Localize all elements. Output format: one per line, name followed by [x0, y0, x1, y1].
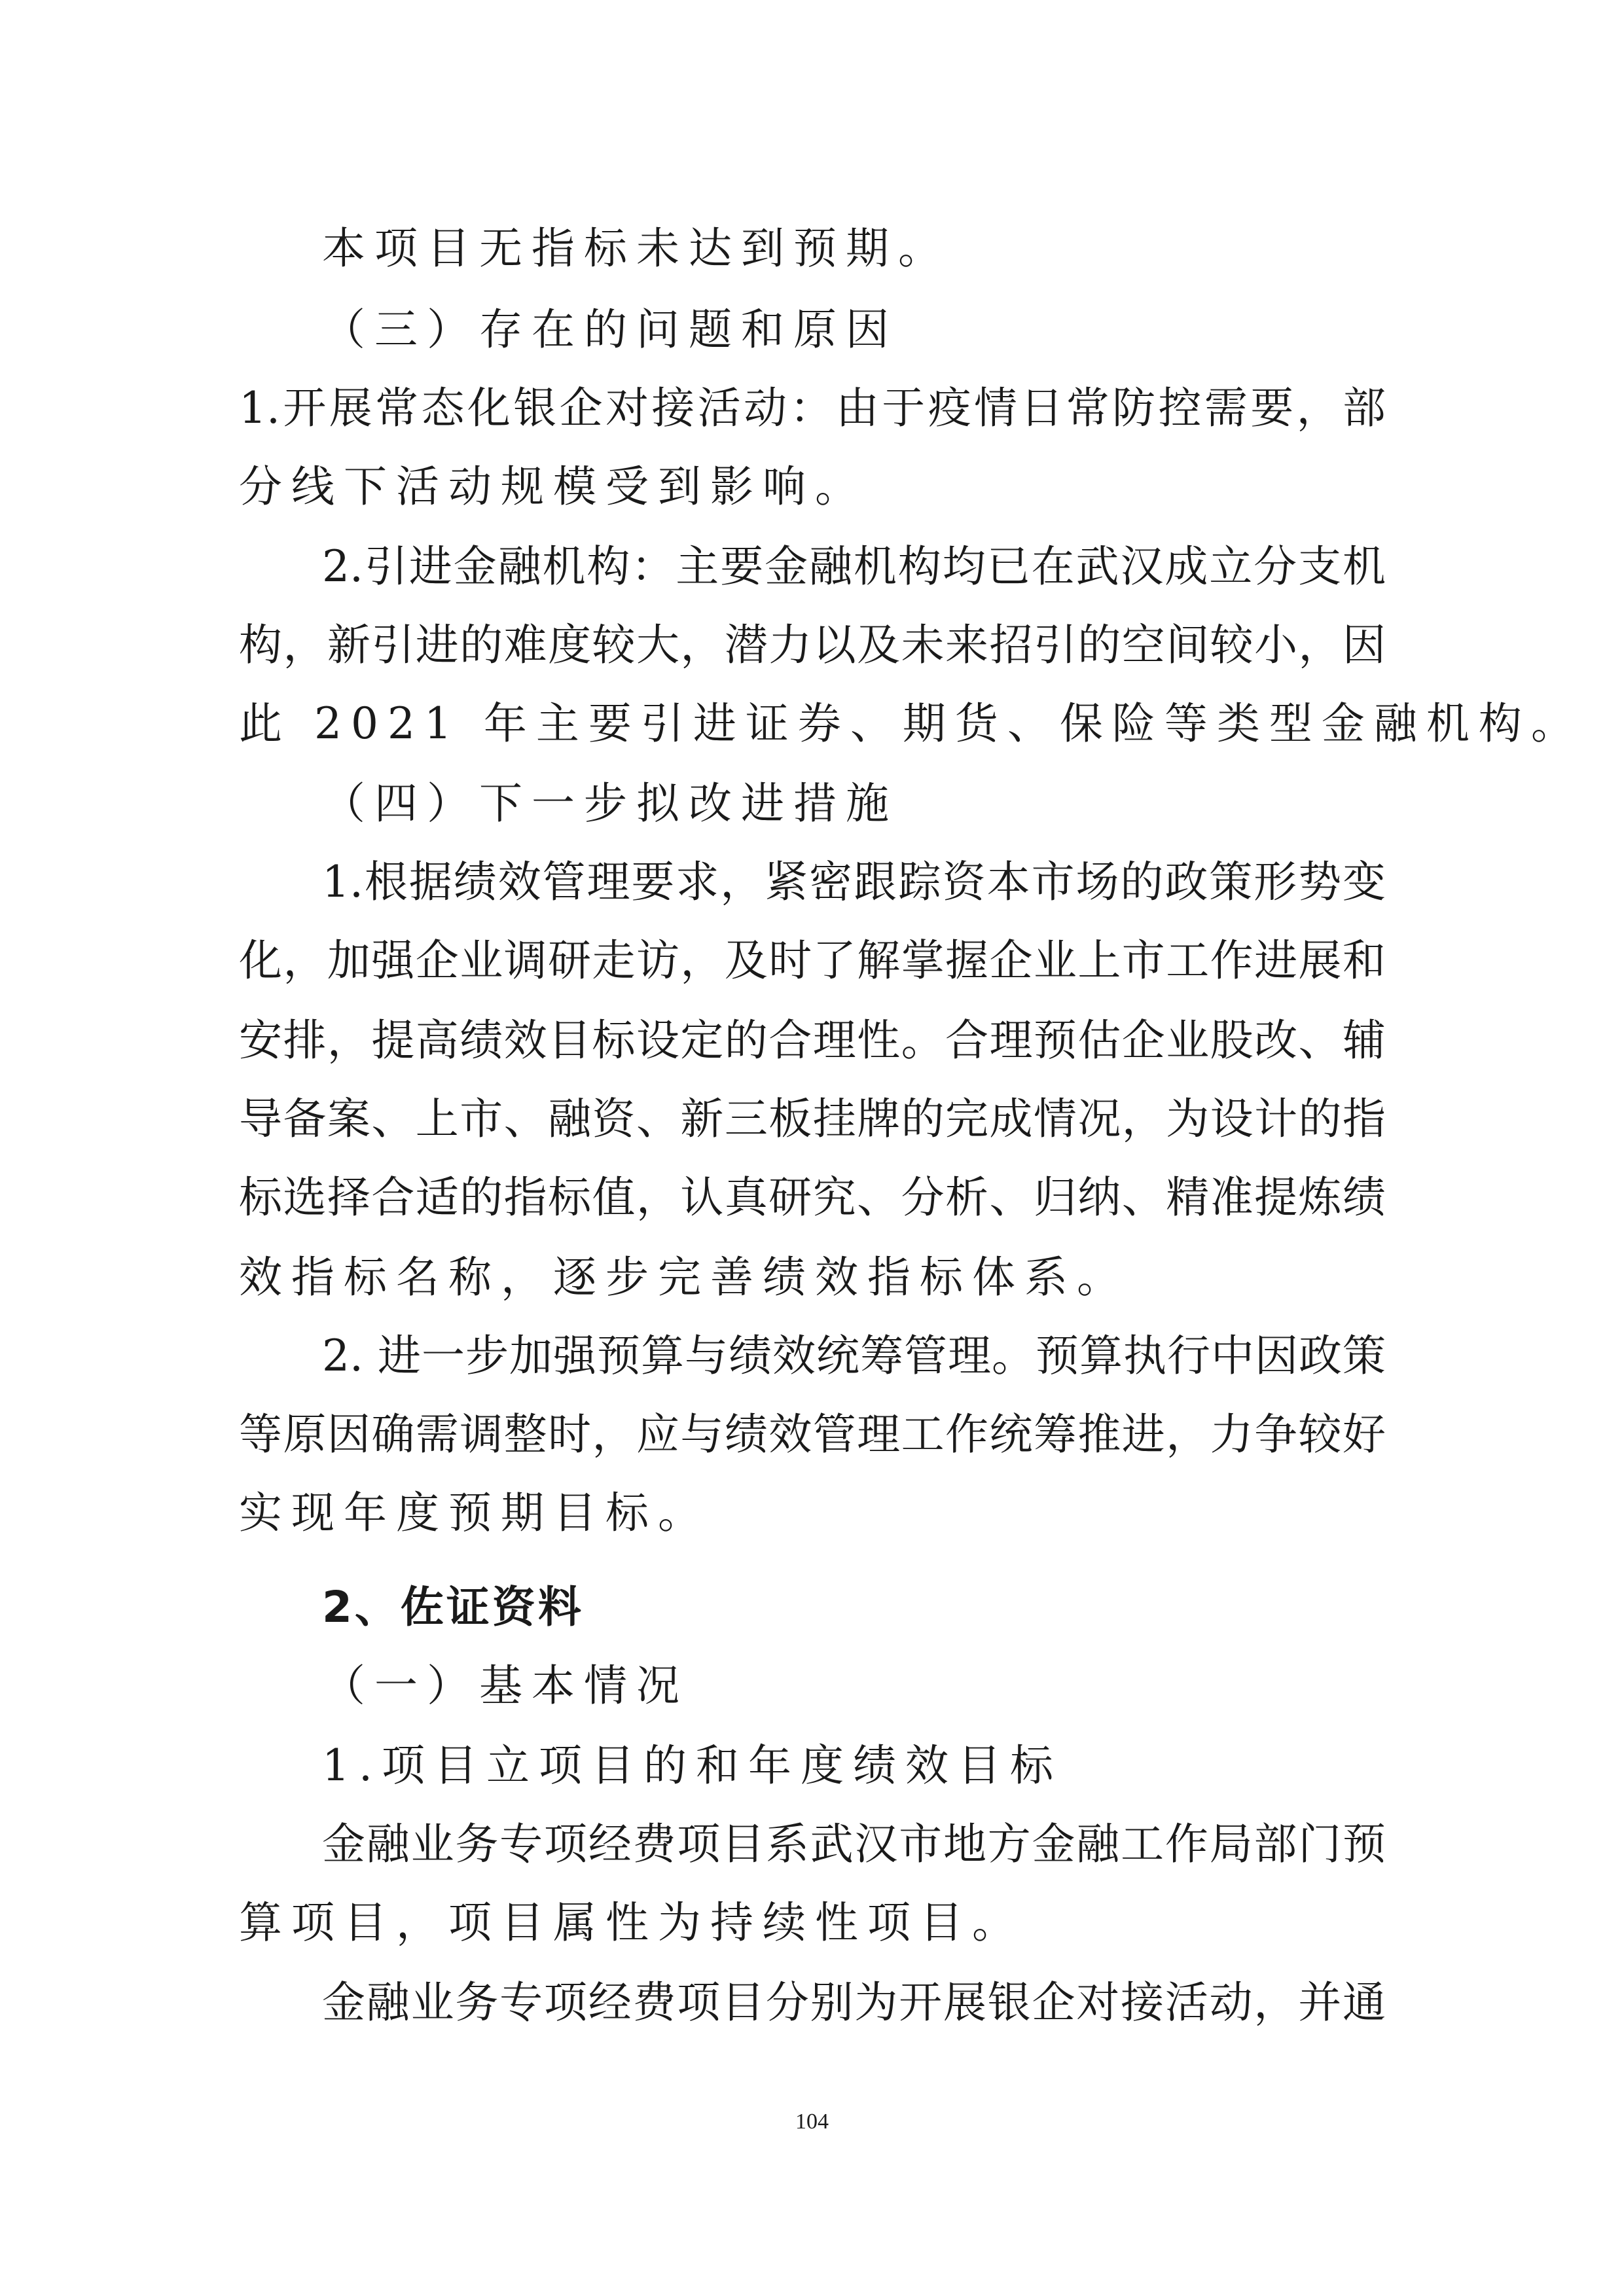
text-line: 导备案、上市、融资、新三板挂牌的完成情况，为设计的指 — [239, 1094, 1386, 1144]
text-line: 1.开展常态化银企对接活动：由于疫情日常防控需要，部 — [239, 383, 1386, 433]
text-line: 算项目，项目属性为持续性项目。 — [239, 1897, 1024, 1948]
page-number: 104 — [795, 2109, 829, 2134]
text-line: 此 2021 年主要引进证券、期货、保险等类型金融机构。 — [239, 698, 1583, 749]
text-line: 1.根据绩效管理要求，紧密跟踪资本市场的政策形势变 — [322, 857, 1386, 907]
subsection-heading: 1.项目立项目的和年度绩效目标 — [322, 1740, 1062, 1791]
text-line: 标选择合适的指标值，认真研究、分析、归纳、精准提炼绩 — [239, 1172, 1386, 1223]
text-line: 实现年度预期目标。 — [239, 1488, 710, 1538]
text-line: 安排，提高绩效目标设定的合理性。合理预估企业股改、辅 — [239, 1015, 1386, 1066]
text-line: 等原因确需调整时，应与绩效管理工作统筹推进，力争较好 — [239, 1409, 1386, 1460]
text-line: 金融业务专项经费项目系武汉市地方金融工作局部门预 — [322, 1819, 1386, 1869]
text-line: 化，加强企业调研走访，及时了解掌握企业上市工作进展和 — [239, 935, 1386, 986]
text-line: 效指标名称，逐步完善绩效指标体系。 — [239, 1252, 1129, 1302]
text-line: 2.引进金融机构：主要金融机构均已在武汉成立分支机 — [322, 541, 1386, 592]
section-heading: （四）下一步拟改进措施 — [322, 778, 898, 829]
section-heading: （三）存在的问题和原因 — [322, 304, 898, 355]
text-line: 本项目无指标未达到预期。 — [322, 223, 950, 274]
text-line: 2. 进一步加强预算与绩效统筹管理。预算执行中因政策 — [322, 1331, 1386, 1381]
text-line: 构，新引进的难度较大，潜力以及未来招引的空间较小，因 — [239, 620, 1386, 670]
text-line: 分线下活动规模受到影响。 — [239, 461, 867, 512]
bold-heading: 2、佐证资料 — [322, 1582, 584, 1632]
section-heading: （一）基本情况 — [322, 1660, 689, 1711]
text-line: 金融业务专项经费项目分别为开展银企对接活动，并通 — [322, 1977, 1386, 2028]
